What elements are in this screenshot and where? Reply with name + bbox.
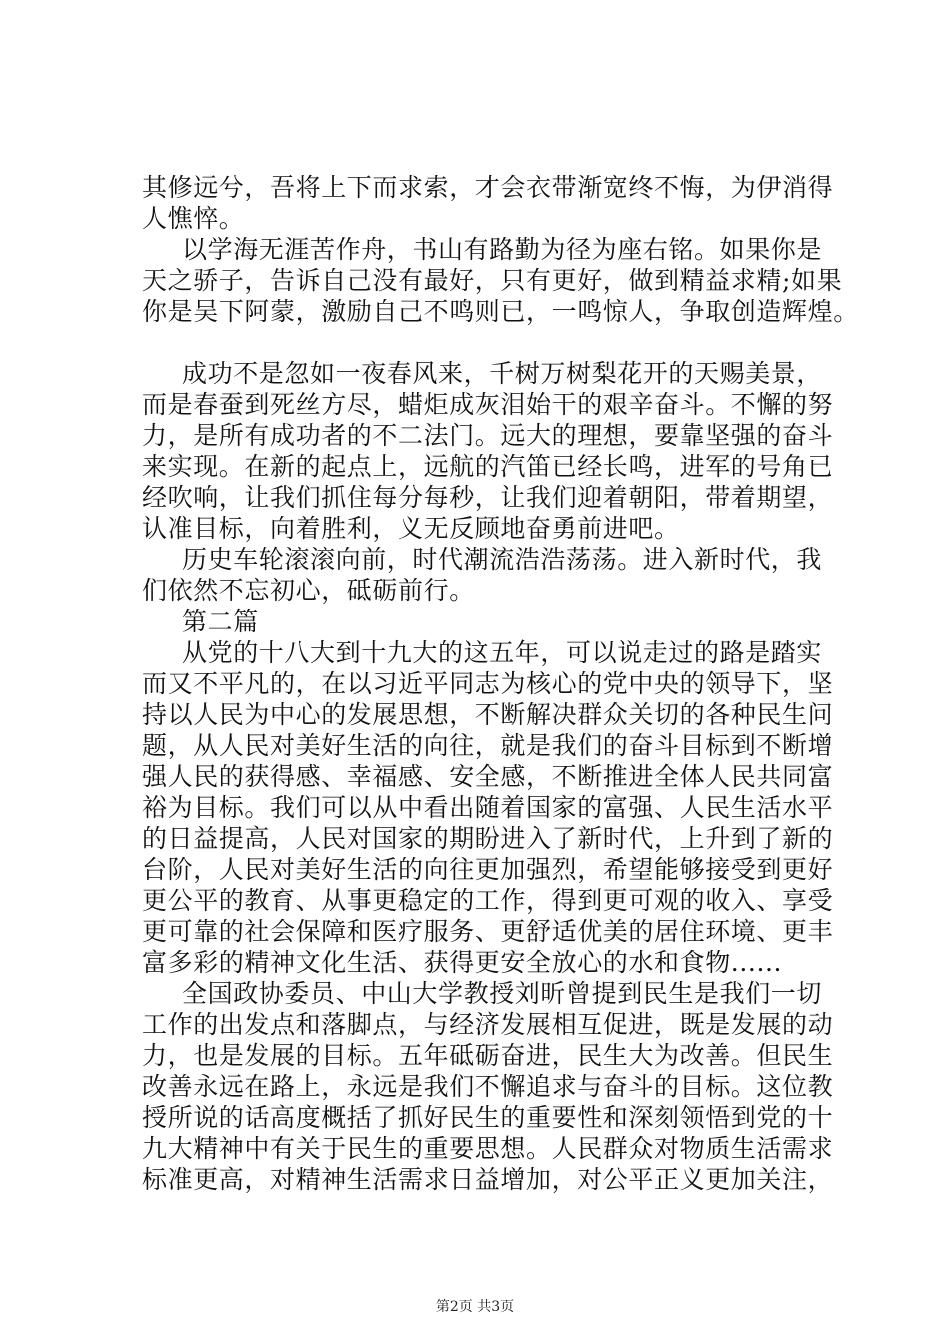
text-line: 标准更高，对精神生活需求日益增加，对公平正义更加关注， (142, 1165, 834, 1194)
text-line: 题，从人民对美好生活的向往，就是我们的奋斗目标到不断增 (142, 731, 834, 760)
text-line: 富多彩的精神文化生活、获得更安全放心的水和食物...... (142, 948, 783, 977)
text-line: 成功不是忽如一夜春风来，千树万树梨花开的天赐美景， (182, 359, 823, 388)
text-line: 认准目标，向着胜利，义无反顾地奋勇前进吧。 (142, 514, 680, 543)
text-line: 授所说的话高度概括了抓好民生的重要性和深刻领悟到党的十 (142, 1103, 834, 1132)
text-line: 工作的出发点和落脚点，与经济发展相互促进，既是发展的动 (142, 1010, 834, 1039)
text-line: 从党的十八大到十九大的这五年，可以说走过的路是踏实 (182, 638, 823, 667)
text-line: 而又不平凡的，在以习近平同志为核心的党中央的领导下，坚 (142, 669, 834, 698)
text-line: 你是吴下阿蒙，激励自己不鸣则已，一鸣惊人，争取创造辉煌。 (142, 297, 859, 326)
text-line: 天之骄子，告诉自己没有最好，只有更好，做到精益求精;如果 (142, 266, 843, 295)
text-line: 其修远兮，吾将上下而求索，才会衣带渐宽终不悔，为伊消得 (142, 173, 834, 202)
text-line: 第二篇 (182, 607, 259, 636)
text-line: 力，也是发展的目标。五年砥砺奋进，民生大为改善。但民生 (142, 1041, 834, 1070)
blank-line (142, 327, 842, 358)
text-line: 裕为目标。我们可以从中看出随着国家的富强、人民生活水平 (142, 793, 834, 822)
text-line: 历史车轮滚滚向前，时代潮流浩浩荡荡。进入新时代，我 (182, 545, 823, 574)
text-line: 更可靠的社会保障和医疗服务、更舒适优美的居住环境、更丰 (142, 917, 834, 946)
text-line: 持以人民为中心的发展思想，不断解决群众关切的各种民生问 (142, 700, 834, 729)
text-line: 全国政协委员、中山大学教授刘昕曾提到民生是我们一切 (182, 979, 823, 1008)
text-line: 的日益提高，人民对国家的期盼进入了新时代，上升到了新的 (142, 824, 834, 853)
text-line: 台阶，人民对美好生活的向往更加强烈，希望能够接受到更好 (142, 855, 834, 884)
text-line: 更公平的教育、从事更稳定的工作，得到更可观的收入、享受 (142, 886, 834, 915)
text-line: 改善永远在路上，永远是我们不懈追求与奋斗的目标。这位教 (142, 1072, 834, 1101)
text-line: 强人民的获得感、幸福感、安全感，不断推进全体人民共同富 (142, 762, 834, 791)
page-number-footer: 第2页 共3页 (435, 1299, 515, 1315)
text-line: 而是春蚕到死丝方尽，蜡炬成灰泪始干的艰辛奋斗。不懈的努 (142, 390, 834, 419)
text-line: 来实现。在新的起点上，远航的汽笛已经长鸣，进军的号角已 (142, 452, 834, 481)
text-line: 经吹响，让我们抓住每分每秒，让我们迎着朝阳，带着期望， (142, 483, 834, 512)
text-line: 们依然不忘初心，砥砺前行。 (142, 576, 475, 605)
document-body (142, 172, 859, 1195)
text-line: 力，是所有成功者的不二法门。远大的理想，要靠坚强的奋斗 (142, 421, 834, 450)
text-line: 人憔悴。 (142, 204, 245, 233)
text-line: 九大精神中有关于民生的重要思想。人民群众对物质生活需求 (142, 1134, 834, 1163)
text-line: 以学海无涯苦作舟，书山有路勤为径为座右铭。如果你是 (182, 235, 823, 264)
